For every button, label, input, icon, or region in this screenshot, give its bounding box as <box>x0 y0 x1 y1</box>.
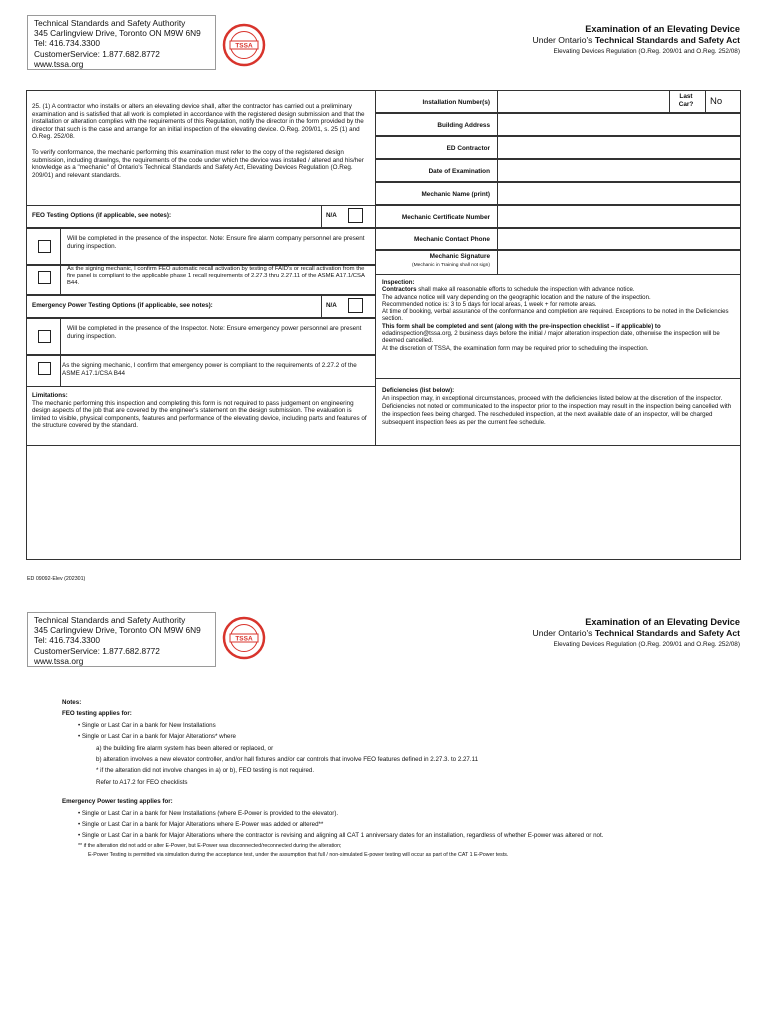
last-car-label: Last Car? <box>678 93 694 108</box>
deficiencies-list-area[interactable] <box>27 446 740 559</box>
last-car-value[interactable]: No <box>710 96 723 107</box>
ep-note-bullet2: • Single or Last Car in a bank for Major Alterations where E-Power was added or altered** <box>78 821 324 829</box>
feo-option2-divider <box>60 265 61 295</box>
feo-note-ref: Refer to A17.2 for FEO checklists <box>96 778 188 786</box>
deficiencies-block <box>382 387 738 427</box>
feo-note-star: * if the alteration did not involve changes in a) or b), FEO testing is not required. <box>96 767 315 775</box>
emergency-option1-text: Will be completed in the presence of the Inspector. Note: Ensure emergency power personnel are present during inspection. <box>67 325 362 340</box>
inspection-bottom-line <box>375 378 741 379</box>
last-car-divider-left <box>669 90 670 113</box>
emergency-na-divider <box>321 295 322 318</box>
regulation-reference: Elevating Devices Regulation (O.Reg. 209/01 and O.Reg. 252/08) <box>553 48 740 55</box>
feo-na-label: N/A <box>326 212 337 219</box>
org-customer-service-page2: CustomerService: 1.877.682.8772 <box>34 645 160 656</box>
logo-text-page2: TSSA <box>235 635 253 643</box>
mechanic-signature-label: Mechanic Signature <box>429 253 490 260</box>
mechanic-contact-label: Mechanic Contact Phone <box>414 236 490 243</box>
form-title-page2: Examination of an Elevating Device <box>585 617 740 627</box>
feo-option1-checkbox[interactable] <box>38 240 51 253</box>
inspection-line3: Recommended notice is: 3 to 5 days for local areas, 1 week + for remote areas. <box>382 300 597 308</box>
building-address-label: Building Address <box>437 122 490 129</box>
org-customer-service: CustomerService: 1.877.682.8772 <box>34 48 160 59</box>
org-name-page2: Technical Standards and Safety Authority <box>34 615 186 625</box>
feo-option2-checkbox[interactable] <box>38 271 51 284</box>
org-website: www.tssa.org <box>34 58 84 69</box>
inspection-line1: Contractors shall make all reasonable efforts to schedule the inspection with advance notice. <box>382 286 635 294</box>
form-subtitle: Under Ontario's Technical Standards and Safety Act <box>532 35 740 45</box>
inspection-bold-sentence: This form shall be completed and sent (along with the pre-inspection checklist – if applicable) to <box>382 322 661 330</box>
emergency-option2-checkbox[interactable] <box>38 362 51 375</box>
intro-para2: To verify conformance, the mechanic performing this examination must refer to the copy of the registered design submission, including drawings, the requirements of the code under which the device was installed / altered and his/her knowledge as a "mechanic" of Ontario's Technical Standards and Safety Act, Elevating Devices Regulation (O.Reg. 209/01) and relevant standards. <box>32 148 364 179</box>
org-name: Technical Standards and Safety Authority <box>34 18 186 28</box>
intro-para1: 25. (1) A contractor who installs or alters an elevating device shall, after the contractor has carried out a preliminary examination and is satisfied that all work is completed in accordance with the registered design submission and that the installation or alteration complies with the requirements of this Regulation, notify the director in the form provided by the director that such is the case and arrange for an initial inspection of the elevating device. O.Reg. 209/01, s. 25 (1) and O.Reg. 252/08. <box>32 103 365 141</box>
emergency-option2-text: As the signing mechanic, I confirm that emergency power is compliant to the requirements of 2.27.2 of the ASME A17.1/CSA B44 <box>62 362 357 377</box>
tssa-logo-page2 <box>222 616 266 660</box>
mechanic-certificate-input[interactable] <box>498 206 740 227</box>
org-address: 345 Carlingview Drive, Toronto ON M9W 6N9 <box>34 28 201 39</box>
intro-text <box>32 103 372 179</box>
building-address-input[interactable] <box>498 114 740 135</box>
regulation-reference-page2: Elevating Devices Regulation (O.Reg. 209/01 and O.Reg. 252/08) <box>553 641 740 648</box>
emergency-option1-divider <box>60 318 61 355</box>
emergency-heading: Emergency Power Testing Options (if applicable, see notes): <box>32 302 213 309</box>
inspection-line4: At time of booking, verbal assurance of the conformance and completion are required. Exceptions to be noted in the Deficiencies section. <box>382 308 729 323</box>
mechanic-name-label: Mechanic Name (print) <box>421 191 490 198</box>
mechanic-signature-input[interactable] <box>498 251 740 274</box>
deficiencies-text: An inspection may, in exceptional circumstances, proceed with the deficiencies listed below at the discretion of the inspector. Deficiencies not noted or communicated to the inspector prior to the inspection may result in the inspection being cancelled with the inspection fees being charged. The rescheduled inspection, at the next available date of an inspector, will be charged subsequent inspection fees as per the current fee schedule. <box>382 394 732 426</box>
inspection-line6: At the discretion of TSSA, the examination form may be required prior to scheduling the inspection. <box>382 344 649 352</box>
ep-notes-heading: Emergency Power testing applies for: <box>62 798 173 806</box>
ep-note-bullet3: • Single or Last Car in a bank for Major Alterations where the contractor is revising and aligning all CAT 1 anniversary dates for an installation, regardless of whether E-power was altered or not. <box>78 832 604 840</box>
feo-heading: FEO Testing Options (if applicable, see notes): <box>32 212 172 219</box>
notes-section <box>62 697 752 860</box>
org-tel-page2: Tel: 416.734.3300 <box>34 635 100 646</box>
limitations-heading: Limitations: <box>32 392 68 399</box>
org-address-page2: 345 Carlingview Drive, Toronto ON M9W 6N9 <box>34 625 201 636</box>
tssa-address-box-page2 <box>27 612 216 667</box>
form-code: ED 09092-Elev (202301) <box>27 576 86 582</box>
feo-note-b: b) alteration involves a new elevator controller, and/or hall fixtures and/or car controls that involve FEO features defined in 2.27.3. to 2.27.11 <box>96 756 479 764</box>
page2-title-block <box>420 617 740 650</box>
org-tel: Tel: 416.734.3300 <box>34 38 100 49</box>
feo-option1-text: Will be completed in the presence of the inspector. Note: Ensure fire alarm company personnel are present during inspection. <box>67 235 365 250</box>
tssa-logo <box>222 23 266 67</box>
mechanic-signature-note: (Mechanic in Training shall not sign) <box>411 263 490 268</box>
feo-note-bullet1: • Single or Last Car in a bank for New Installations <box>78 721 216 729</box>
date-of-examination-label: Date of Examination <box>428 168 490 175</box>
org-website-page2: www.tssa.org <box>34 655 84 666</box>
ed-contractor-label: ED Contractor <box>446 145 490 152</box>
logo-text: TSSA <box>235 42 253 50</box>
mechanic-contact-input[interactable] <box>498 229 740 249</box>
inspection-line5: edadinspection@tssa.org, 2 business days before the initial / major alteration inspection date, otherwise the inspection will be deemed cancelled. <box>382 330 720 345</box>
feo-note-bullet2: • Single or Last Car in a bank for Major Alterations* where <box>78 733 236 741</box>
inspection-line2: The advance notice will vary depending on the geographic location and the nature of the inspection. <box>382 293 651 301</box>
limitations-block <box>32 392 368 430</box>
feo-notes-heading: FEO testing applies for: <box>62 710 132 718</box>
limitations-text: The mechanic performing this inspection and completing this form is not required to pass judgement on engineering design aspects of the job that are covered by the engineer's statement on the design submission. The evaluation is limited to visible, physical components, features and performance of the elevating device, including parts and features of the structure covered by the standard. <box>32 399 367 430</box>
mechanic-certificate-label: Mechanic Certificate Number <box>401 214 490 221</box>
ep-note-simulation: E-Power Testing is permitted via simulation during the acceptance test, under the assumption that full / non-simulated E-power testing will occur as part of the CAT 1 E-Power tests. <box>88 851 509 858</box>
feo-note-a: a) the building fire alarm system has been altered or replaced, or <box>96 744 274 752</box>
emergency-na-checkbox[interactable] <box>348 298 363 313</box>
mechanic-name-input[interactable] <box>498 183 740 204</box>
form-subtitle-page2: Under Ontario's Technical Standards and Safety Act <box>532 628 740 638</box>
installation-number-label: Installation Number(s) <box>422 99 490 106</box>
feo-option1-divider <box>60 228 61 265</box>
last-car-divider-right <box>705 90 706 113</box>
inspection-block <box>382 279 738 352</box>
ed-contractor-input[interactable] <box>498 137 740 158</box>
ep-note-bullet1: • Single or Last Car in a bank for New Installations (where E-Power is provided to the elevator). <box>78 809 339 817</box>
ep-note-star: ** if the alteration did not add or alter E-Power, but E-Power was disconnected/reconnected during the alteration; <box>78 842 342 849</box>
feo-option2-text: As the signing mechanic, I confirm FEO automatic recall activation by testing of FAID's or recall activation from the fire panel is compliant to the applicable phase 1 recall requirements of 2.27.3 thru 2.27.11 of the ASME A17.1/CSA B44. <box>67 266 365 287</box>
installation-number-input[interactable] <box>498 91 668 112</box>
page1-title-block <box>420 24 740 57</box>
tssa-address-box <box>27 15 216 70</box>
date-of-examination-input[interactable] <box>498 160 740 181</box>
deficiencies-heading: Deficiencies (list below): <box>382 387 455 394</box>
inspection-heading: Inspection: <box>382 279 415 286</box>
form-title: Examination of an Elevating Device <box>585 24 740 34</box>
feo-na-divider <box>321 205 322 228</box>
emergency-option2-divider <box>60 355 61 387</box>
notes-heading: Notes: <box>62 699 82 706</box>
feo-na-checkbox[interactable] <box>348 208 363 223</box>
emergency-option1-checkbox[interactable] <box>38 330 51 343</box>
emergency-na-label: N/A <box>326 302 337 309</box>
